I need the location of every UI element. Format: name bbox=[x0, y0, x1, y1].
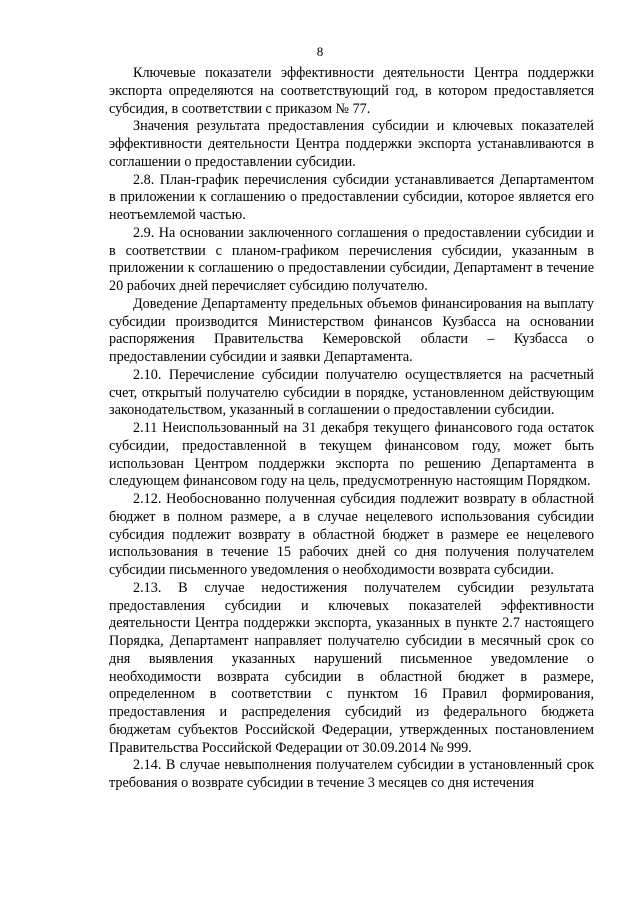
paragraph-2-10: 2.10. Перечисление субсидии получателю осуществляется на расчетный счет, открытый получателю субсидии в порядке, установленном действующим законодательством, указанный в соглашении о предоставлении субсидии. bbox=[109, 366, 594, 419]
paragraph-result-values: Значения результата предоставления субсидии и ключевых показателей эффективности деятельности Центра поддержки экспорта устанавливаются в соглашении о предоставлении субсидии. bbox=[109, 118, 594, 170]
paragraph-key-indicators: Ключевые показатели эффективности деятельности Центра поддержки экспорта определяются на соответствующий год, в котором предоставляется субсидия, в соответствии с приказом № 77. bbox=[109, 65, 594, 117]
document-body bbox=[109, 65, 594, 793]
paragraph-funding-limits: Доведение Департаменту предельных объемов финансирования на выплату субсидии производится Министерством финансов Кузбасса на основании распоряжения Правительства Кемеровской области – Кузбасса о предоставлении субсидии и заявки Департамента. bbox=[109, 295, 594, 365]
paragraph-2-13: 2.13. В случае недостижения получателем субсидии результата предоставления субсидии и ключевых показателей эффективности деятельности Центра поддержки экспорта, указанных в пункте 2.7 настоящего Порядка, Департамент направляет получателю субсидии в месячный срок со дня выявления указанных нарушений письменное уведомление о необходимости возврата субсидии в областной бюджет в размере, определенном в соответствии с пунктом 16 Правил формирования, предоставления и распределения субсидий из федерального бюджета бюджетам субъектов Российской Федерации, утвержденных постановлением Правительства Российской Федерации от 30.09.2014 № 999. bbox=[109, 579, 594, 756]
paragraph-2-9: 2.9. На основании заключенного соглашения о предоставлении субсидии и в соответствии с планом-графиком перечисления субсидии, указанным в приложении к соглашению о предоставлении субсидии, Департамент в течение 20 рабочих дней перечисляет субсидию получателю. bbox=[109, 224, 594, 294]
paragraph-2-12: 2.12. Необоснованно полученная субсидия подлежит возврату в областной бюджет в полном размере, а в случае нецелевого использования субсидии субсидия подлежит возврату в областной бюджет в размере ее нецелевого использования в течение 15 рабочих дней со дня получения получателем субсидии письменного уведомления о необходимости возврата субсидии. bbox=[109, 491, 594, 578]
paragraph-2-8: 2.8. План-график перечисления субсидии устанавливается Департаментом в приложении к соглашению о предоставлении субсидии, которое является его неотъемлемой частью. bbox=[109, 171, 594, 223]
paragraph-2-14: 2.14. В случае невыполнения получателем субсидии в установленный срок требования о возврате субсидии в течение 3 месяцев со дня истечения bbox=[109, 757, 594, 791]
page-number: 8 bbox=[316, 44, 324, 59]
paragraph-2-11: 2.11 Неиспользованный на 31 декабря текущего финансового года остаток субсидии, предоставленной в текущем финансовом году, может быть использован Центром поддержки экспорта по решению Департамента в следующем финансовом году на цель, предусмотренную настоящим Порядком. bbox=[109, 420, 594, 490]
